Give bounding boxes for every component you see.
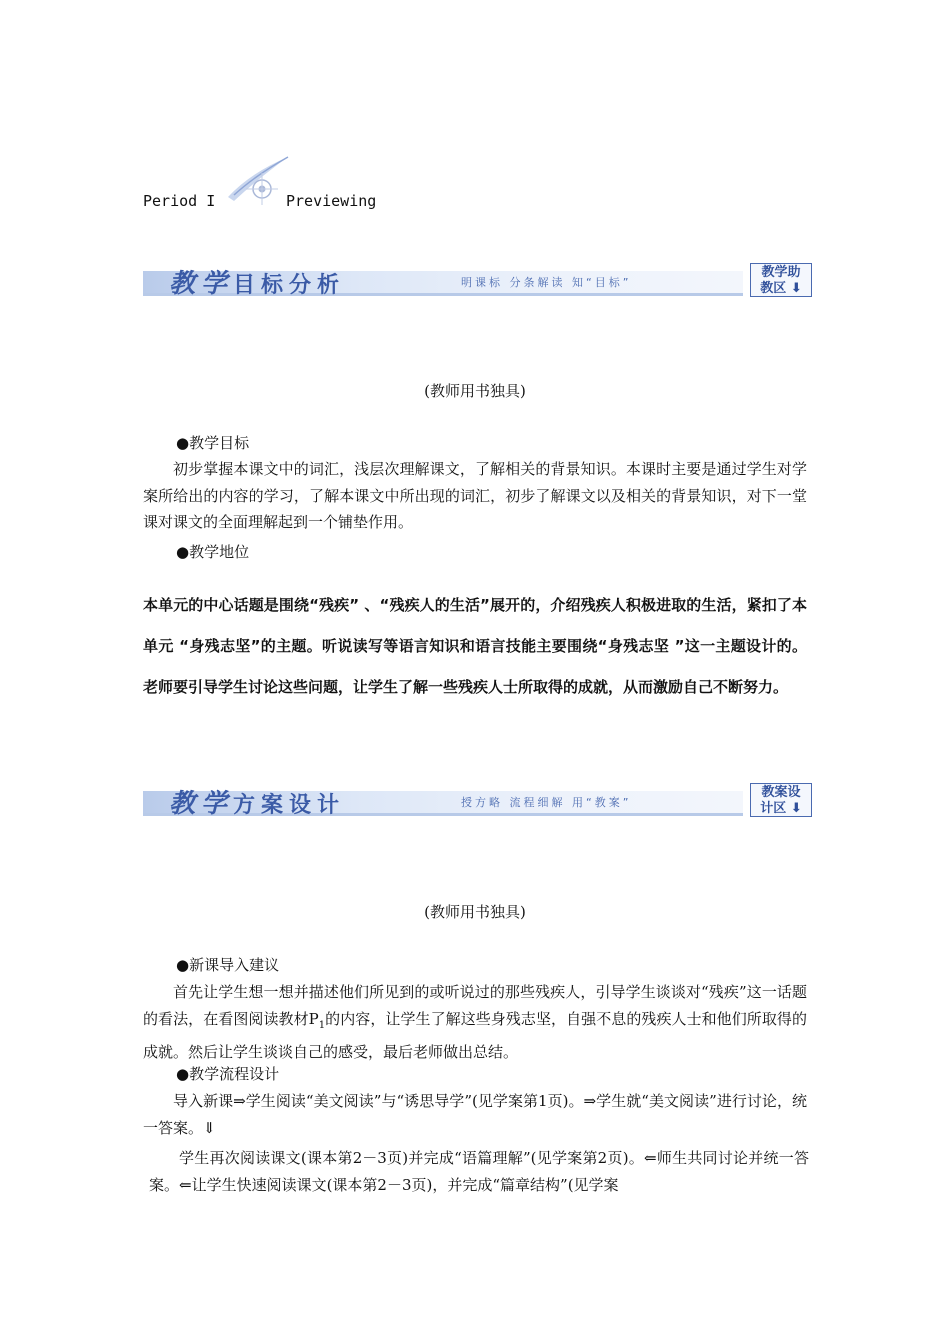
teacher-only-note: (教师用书独具) (424, 903, 526, 921)
flow-paragraph-2: 学生再次阅读课文(课本第2－3页)并完成“语篇理解”(见学案第2页)。⇐师生共同讨论并统一答案。⇐让学生快速阅读课文(课本第2－3页)，并完成“篇章结构”(见学案 (149, 1149, 809, 1194)
intro-heading: ●新课导入建议 (176, 956, 280, 974)
banner-subtitle: 明课标 分条解读 知“目标” (461, 276, 632, 289)
period-label: Period I (143, 192, 216, 210)
status-heading: ●教学地位 (176, 543, 250, 561)
teaching-assist-area-button[interactable]: 教学助 教区 ⬇ (750, 263, 812, 297)
flow-heading: ●教学流程设计 (176, 1065, 280, 1083)
compass-star-icon (220, 155, 295, 215)
goal-paragraph: 初步掌握本课文中的词汇，浅层次理解课文，了解相关的背景知识。本课时主要是通过学生对学案所给出的内容的学习，了解本课文中所出现的词汇，初步了解课文以及相关的背景知识，对下一堂课对课文的全面理解起到一个铺垫作用。 (143, 460, 807, 531)
status-paragraph: 本单元的中心话题是围绕“残疾” 、“残疾人的生活”展开的，介绍残疾人积极进取的生活，紧扣了本单元 “身残志坚”的主题。听说读写等语言知识和语言技能主要围绕“身残志坚 ”这一主题设计的。老师要引导学生讨论这些问题，让学生了解一些残疾人士所取得的成就，从而激励自己不断努力。 (143, 596, 807, 696)
banner-subtitle: 授方略 流程细解 用“教案” (461, 796, 632, 809)
arrow-down-icon: ⬇ (790, 801, 802, 816)
arrow-down-icon: ⬇ (790, 281, 802, 296)
flow-paragraph-1: 导入新课⇒学生阅读“美文阅读”与“诱思导学”(见学案第1页)。⇒学生就“美文阅读”进行讨论，统一答案。⇓ (143, 1092, 807, 1137)
previewing-label: Previewing (286, 192, 377, 210)
teacher-only-note: (教师用书独具) (424, 382, 526, 400)
banner-title: 教学目标分析 (169, 269, 346, 299)
banner-title: 教学方案设计 (169, 789, 346, 819)
teaching-goal-banner (143, 263, 814, 299)
goal-heading: ●教学目标 (176, 434, 250, 452)
intro-paragraph: 首先让学生想一想并描述他们所见到的或听说过的那些残疾人，引导学生谈谈对“残疾”这一话题的看法，在看图阅读教材$P_1$的内容，让学生了解这些身残志坚，自强不息的残疾人士和他们所取得的成就。然后让学生谈谈自己的感受，最后老师做出总结。 (143, 983, 807, 1061)
lesson-plan-area-button[interactable]: 教案设 计区 ⬇ (750, 783, 812, 817)
plan-design-banner (143, 783, 814, 819)
